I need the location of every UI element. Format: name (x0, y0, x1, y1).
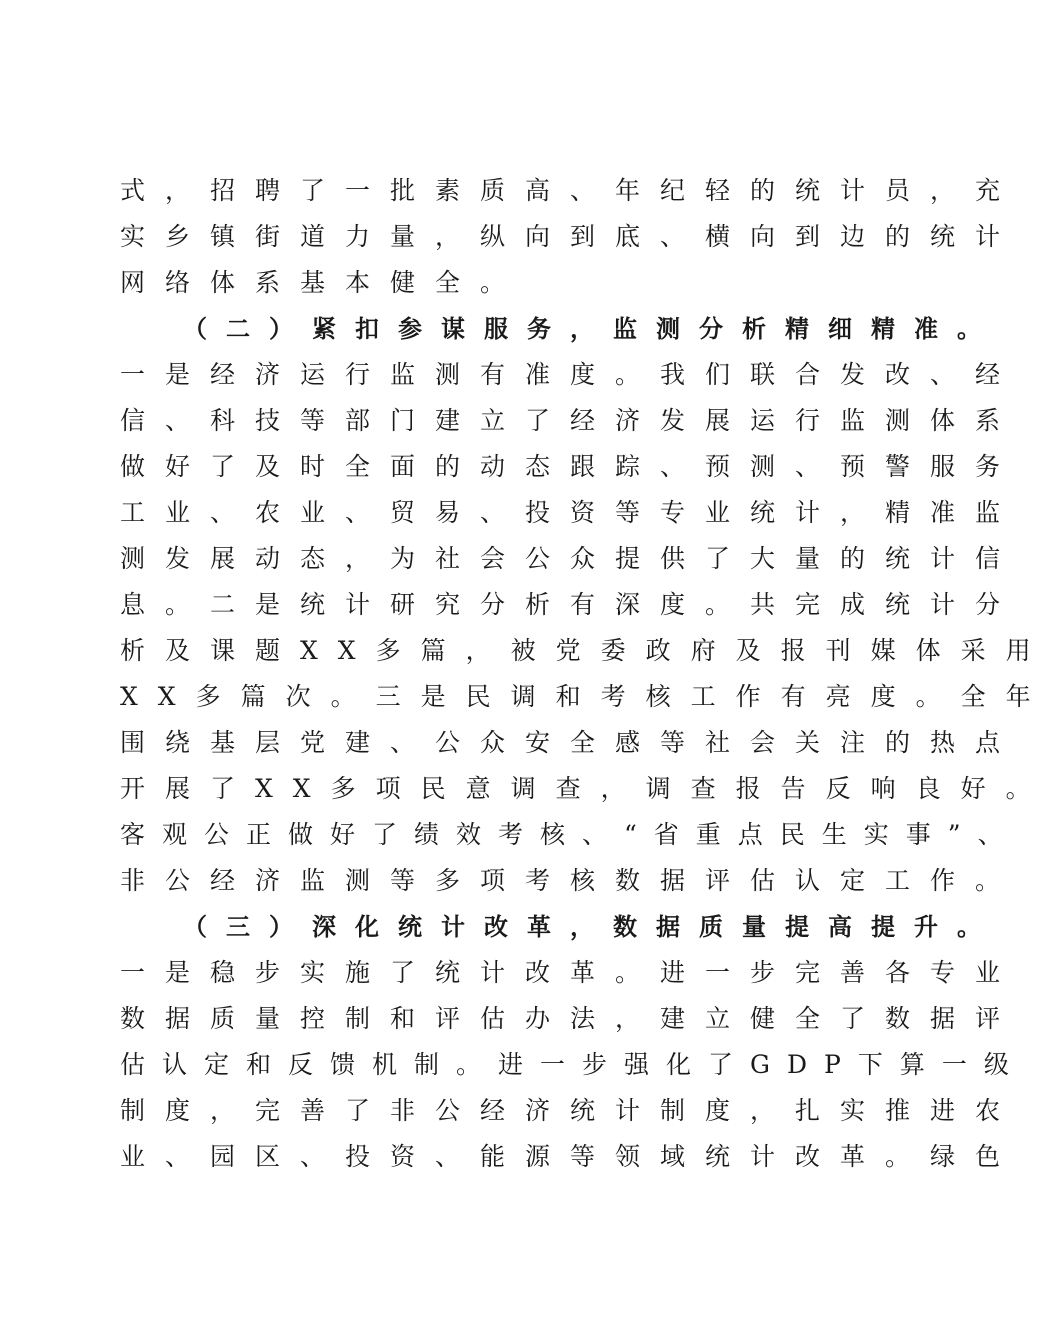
text-line: 制度，完善了非公经济统计制度，扎实推进农 (120, 1096, 1021, 1125)
text-line: 式，招聘了一批素质高、年纪轻的统计员，充 (120, 176, 1021, 205)
text-line: 开展了XX多项民意调查，调查报告反响良好。 (120, 774, 1051, 803)
section-heading: （二）紧扣参谋服务，监测分析精细精准。 (183, 315, 1000, 343)
text-line: 围绕基层党建、公众安全感等社会关注的热点 (120, 728, 1021, 757)
text-line: 非公经济监测等多项考核数据评估认定工作。 (120, 866, 1021, 895)
section-heading: （三）深化统计改革，数据质量提高提升。 (183, 913, 1000, 941)
text-line: 一是稳步实施了统计改革。进一步完善各专业 (120, 958, 1021, 987)
text-line: 工业、农业、贸易、投资等专业统计，精准监 (120, 498, 1021, 527)
text-line: 数据质量控制和评估办法，建立健全了数据评 (120, 1004, 1021, 1033)
text-line: 信、科技等部门建立了经济发展运行监测体系 (120, 406, 1021, 435)
text-line: 做好了及时全面的动态跟踪、预测、预警服务 (120, 452, 1021, 481)
text-line: 估认定和反馈机制。进一步强化了GDP下算一级 (120, 1050, 1026, 1079)
text-line: 网络体系基本健全。 (120, 268, 526, 297)
text-line: 息。二是统计研究分析有深度。共完成统计分 (120, 590, 1021, 619)
text-line: 客观公正做好了绩效考核、“省重点民生实事”、 (120, 820, 1020, 849)
text-line: 一是经济运行监测有准度。我们联合发改、经 (120, 360, 1021, 389)
text-line: 实乡镇街道力量，纵向到底、横向到边的统计 (120, 222, 1021, 251)
text-line: 测发展动态，为社会公众提供了大量的统计信 (120, 544, 1021, 573)
text-line: 析及课题XX多篇，被党委政府及报刊媒体采用 (120, 636, 1051, 665)
text-line: XX多篇次。三是民调和考核工作有亮度。全年 (120, 682, 1051, 711)
text-line: 业、园区、投资、能源等领域统计改革。绿色 (120, 1142, 1021, 1171)
